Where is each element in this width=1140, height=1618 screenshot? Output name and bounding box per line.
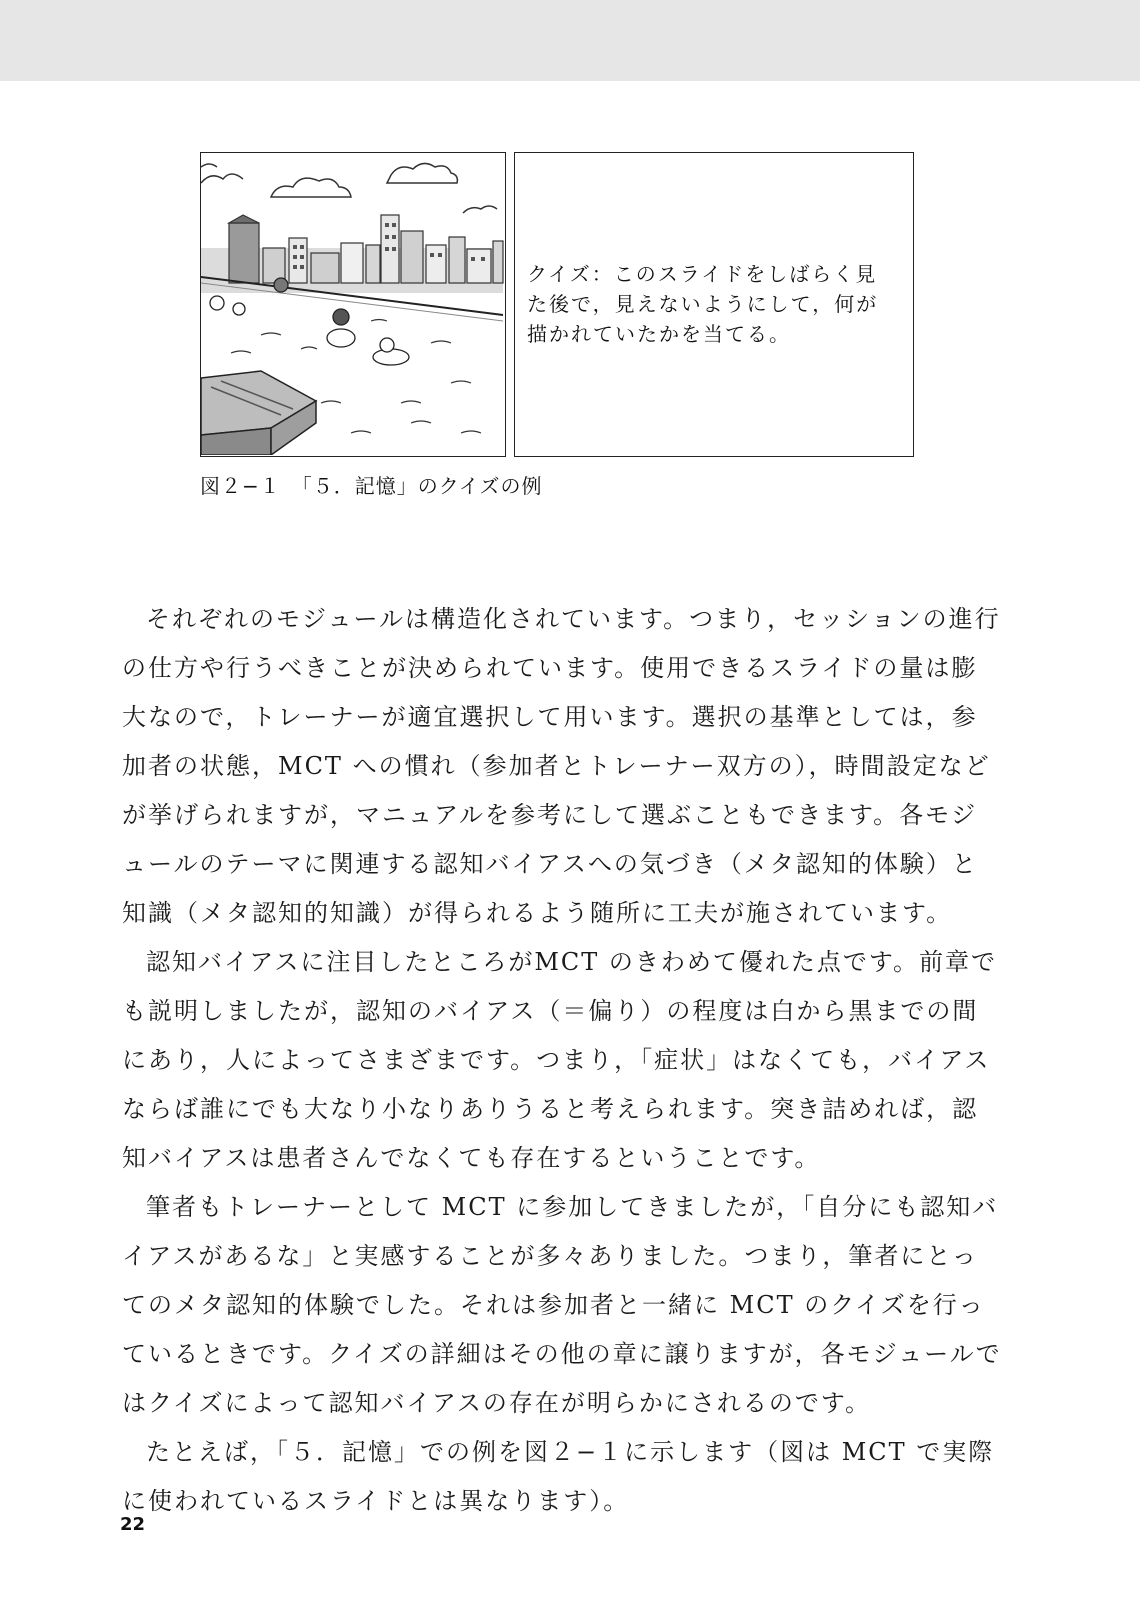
figure-caption: 図２−１ 「５．記憶」のクイズの例 <box>200 474 543 498</box>
quiz-text: クイズ：このスライドをしばらく見 た後で，見えないようにして，何が 描かれていたかを当てる。 <box>527 262 879 346</box>
body-text <box>122 595 1002 1526</box>
page-header-band <box>0 0 1140 81</box>
paragraph: それぞれのモジュールは構造化されています。つまり，セッションの進行の仕方や行うべきことが決められています。使用できるスライドの量は膨大なので，トレーナーが適宜選択して用います。選択の基準としては，参加者の状態，MCT への慣れ（参加者とトレーナー双方の），時間設定などが挙げられますが，マニュアルを参考にして選ぶこともできます。各モジュールのテーマに関連する認知バイアスへの気づき（メタ認知的体験）と知識（メタ認知的知識）が得られるよう随所に工夫が施されています。 <box>122 605 1001 927</box>
paragraph: 認知バイアスに注目したところがMCT のきわめて優れた点です。前章でも説明しましたが，認知のバイアス（＝偏り）の程度は白から黒までの間にあり，人によってさまざまです。つまり，「症状」はなくても，バイアスならば誰にでも大なり小なりありうると考えられます。突き詰めれば，認知バイアスは患者さんでなくても存在するということです。 <box>122 948 997 1172</box>
beach-city-illustration <box>200 152 506 457</box>
paragraph: 筆者もトレーナーとして MCT に参加してきましたが，「自分にも認知バイアスがあるな」と実感することが多々ありました。つまり，筆者にとってのメタ認知的体験でした。それは参加者と一緒に MCT のクイズを行っているときです。クイズの詳細はその他の章に譲りますが，各モジュールではクイズによって認知バイアスの存在が明らかにされるのです。 <box>122 1193 1002 1417</box>
page-number: 22 <box>120 1514 146 1535</box>
paragraph: たとえば，「５．記憶」での例を図２−１に示します（図は MCT で実際に使われているスライドとは異なります）。 <box>122 1438 995 1515</box>
quiz-slide-box <box>514 152 914 457</box>
